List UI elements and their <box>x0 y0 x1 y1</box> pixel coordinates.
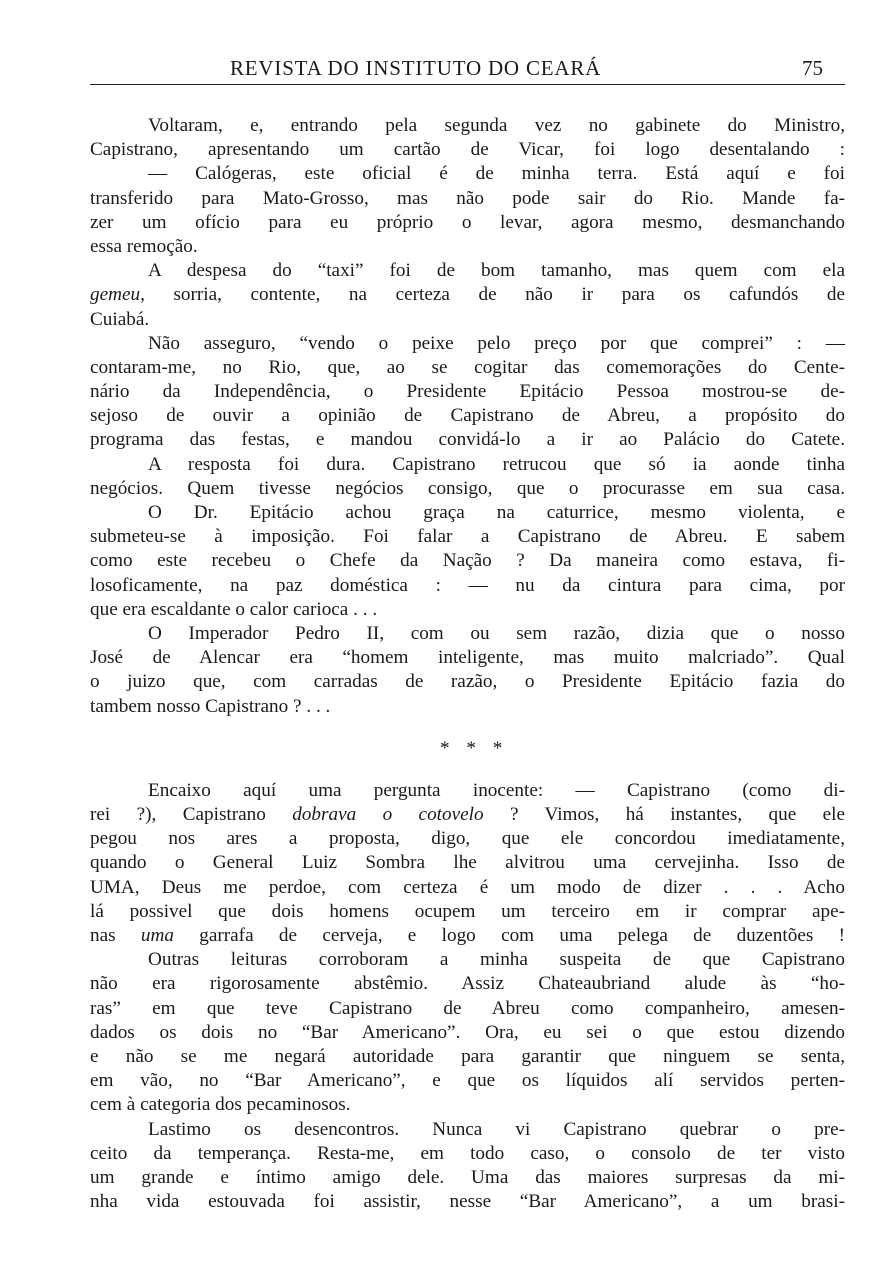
text-segment: O Dr. Epitácio achou graça na caturrice, mesmo violenta, e <box>148 502 845 523</box>
text-segment: rei ?), Capistrano <box>90 804 293 826</box>
text-segment: nas <box>90 925 141 946</box>
text-line <box>90 259 845 283</box>
text-line <box>90 1093 845 1117</box>
text-line <box>90 876 845 900</box>
text-segment: submeteu-se à imposição. Foi falar a Capistrano de Abreu. E sabem <box>90 526 845 548</box>
text-line <box>90 356 845 380</box>
text-segment: e não se me negará autoridade para garantir que ninguem se senta, <box>90 1045 845 1067</box>
text-line <box>90 827 845 851</box>
italic-text: dobrava o cotovelo <box>292 804 484 826</box>
text-segment: UMA, Deus me perdoe, com certeza é um modo de dizer . . . Acho <box>90 876 845 898</box>
text-line <box>90 598 845 622</box>
text-line <box>90 525 845 549</box>
italic-text: gemeu <box>90 284 141 306</box>
text-segment: nário da Independência, o Presidente Epitácio Pessoa mostrou-se de- <box>90 381 845 403</box>
text-segment: — Calógeras, este oficial é de minha terra. Está aquí e foi <box>148 163 845 185</box>
text-line <box>90 235 845 259</box>
text-segment: A resposta foi dura. Capistrano retrucou que só ia aonde tinha <box>148 453 845 475</box>
text-line <box>90 138 845 162</box>
text-line <box>90 211 845 235</box>
text-segment: um grande e íntimo amigo dele. Uma das maiores surpresas da mi- <box>90 1166 845 1188</box>
text-line <box>90 670 845 694</box>
text-segment: A despesa do “taxi” foi de bom tamanho, mas quem com ela <box>148 260 845 282</box>
text-segment: essa remoção. <box>90 235 198 257</box>
text-line <box>90 997 845 1021</box>
text-line <box>90 283 845 307</box>
text-line <box>90 622 845 646</box>
text-segment: que era escaldante o calor carioca . . . <box>90 598 378 620</box>
text-segment: garrafa de cerveja, e logo com uma pelega de duzentões ! <box>173 925 846 946</box>
text-line <box>90 332 845 356</box>
text-segment: zer um ofício para eu próprio o levar, agora mesmo, desmanchando <box>90 211 845 233</box>
text-segment: nha vida estouvada foi assistir, nesse “Bar Americano”, a um brasi- <box>90 1191 845 1213</box>
text-segment: negócios. Quem tivesse negócios consigo, que o procurasse em sua casa. <box>90 477 845 499</box>
text-line <box>90 695 845 719</box>
text-line <box>90 803 845 827</box>
text-segment: Capistrano, apresentando um cartão de Vicar, foi logo desentalando : <box>90 139 845 161</box>
text-line <box>90 1166 845 1190</box>
text-line <box>90 972 845 996</box>
text-line <box>90 308 845 332</box>
text-segment: programa das festas, e mandou convidá-lo a ir ao Palácio do Catete. <box>90 429 845 451</box>
article-body <box>90 114 845 1214</box>
running-header <box>90 54 845 85</box>
text-segment: Encaixo aquí uma pergunta inocente: — Capistrano (como di- <box>148 779 845 801</box>
text-line <box>90 549 845 573</box>
text-segment: José de Alencar era “homem inteligente, mas muito malcriado”. Qual <box>90 647 845 669</box>
text-segment: ceito da temperança. Resta-me, em todo caso, o consolo de ter visto <box>90 1142 845 1164</box>
text-line <box>90 404 845 428</box>
text-segment: ? Vimos, há instantes, que ele <box>483 804 845 826</box>
text-line <box>90 779 845 803</box>
text-segment: pegou nos ares a proposta, digo, que ele concordou imediatamente, <box>90 828 845 850</box>
text-line <box>90 1045 845 1069</box>
text-line <box>90 948 845 972</box>
text-segment: cem à categoria dos pecaminosos. <box>90 1094 351 1116</box>
text-segment: quando o General Luiz Sombra lhe alvitrou uma cervejinha. Isso de <box>90 852 845 874</box>
text-line <box>90 477 845 501</box>
text-line <box>90 453 845 477</box>
text-segment: sejoso de ouvir a opinião de Capistrano de Abreu, a propósito do <box>90 405 845 427</box>
section-separator <box>90 737 845 761</box>
text-line <box>90 428 845 452</box>
text-segment: contaram-me, no Rio, que, ao se cogitar das comemorações do Cente- <box>90 356 845 378</box>
text-line <box>90 380 845 404</box>
text-line <box>90 574 845 598</box>
text-line <box>90 1142 845 1166</box>
text-line <box>90 187 845 211</box>
journal-title: REVISTA DO INSTITUTO DO CEARÁ <box>230 56 602 80</box>
text-line <box>90 1118 845 1142</box>
text-line <box>90 1021 845 1045</box>
text-segment: transferido para Mato-Grosso, mas não pode sair do Rio. Mande fa- <box>90 187 845 209</box>
text-segment: , sorria, contente, na certeza de não ir para os cafundós de <box>140 284 845 306</box>
text-segment: * * * <box>440 737 509 759</box>
text-line <box>90 646 845 670</box>
text-segment: Outras leituras corroboram a minha suspeita de que Capistrano <box>148 949 845 971</box>
text-segment: como este recebeu o Chefe da Nação ? Da maneira como estava, fi- <box>90 550 845 572</box>
text-segment: O Imperador Pedro II, com ou sem razão, dizia que o nosso <box>148 622 845 644</box>
text-segment: não era rigorosamente abstêmio. Assiz Chateaubriand alude às “ho- <box>90 973 845 995</box>
text-line <box>90 1190 845 1214</box>
text-line <box>90 900 845 924</box>
text-line <box>90 1069 845 1093</box>
text-segment: em vão, no “Bar Americano”, e que os líquidos alí servidos perten- <box>90 1070 845 1092</box>
text-segment: ras” em que teve Capistrano de Abreu como companheiro, amesen- <box>90 997 845 1019</box>
text-segment: o juizo que, com carradas de razão, o Presidente Epitácio fazia do <box>90 671 845 693</box>
text-line <box>90 851 845 875</box>
text-segment: lá possivel que dois homens ocupem um terceiro em ir comprar ape- <box>90 900 845 922</box>
text-line <box>90 924 845 948</box>
italic-text: uma <box>140 925 174 946</box>
text-segment: Cuiabá. <box>90 308 150 330</box>
text-segment: losoficamente, na paz doméstica : — nu da cintura para cima, por <box>90 574 845 596</box>
text-segment: Não asseguro, “vendo o peixe pelo preço por que comprei” : — <box>148 332 845 354</box>
page-number: 75 <box>802 56 823 80</box>
text-line <box>90 162 845 186</box>
text-segment: dados os dois no “Bar Americano”. Ora, eu sei o que estou dizendo <box>90 1021 845 1043</box>
text-segment: Lastimo os desencontros. Nunca vi Capistrano quebrar o pre- <box>148 1118 845 1140</box>
text-segment: tambem nosso Capistrano ? . . . <box>90 695 331 717</box>
text-segment: Voltaram, e, entrando pela segunda vez no gabinete do Ministro, <box>148 115 845 136</box>
text-line <box>90 501 845 525</box>
text-line <box>90 114 845 138</box>
